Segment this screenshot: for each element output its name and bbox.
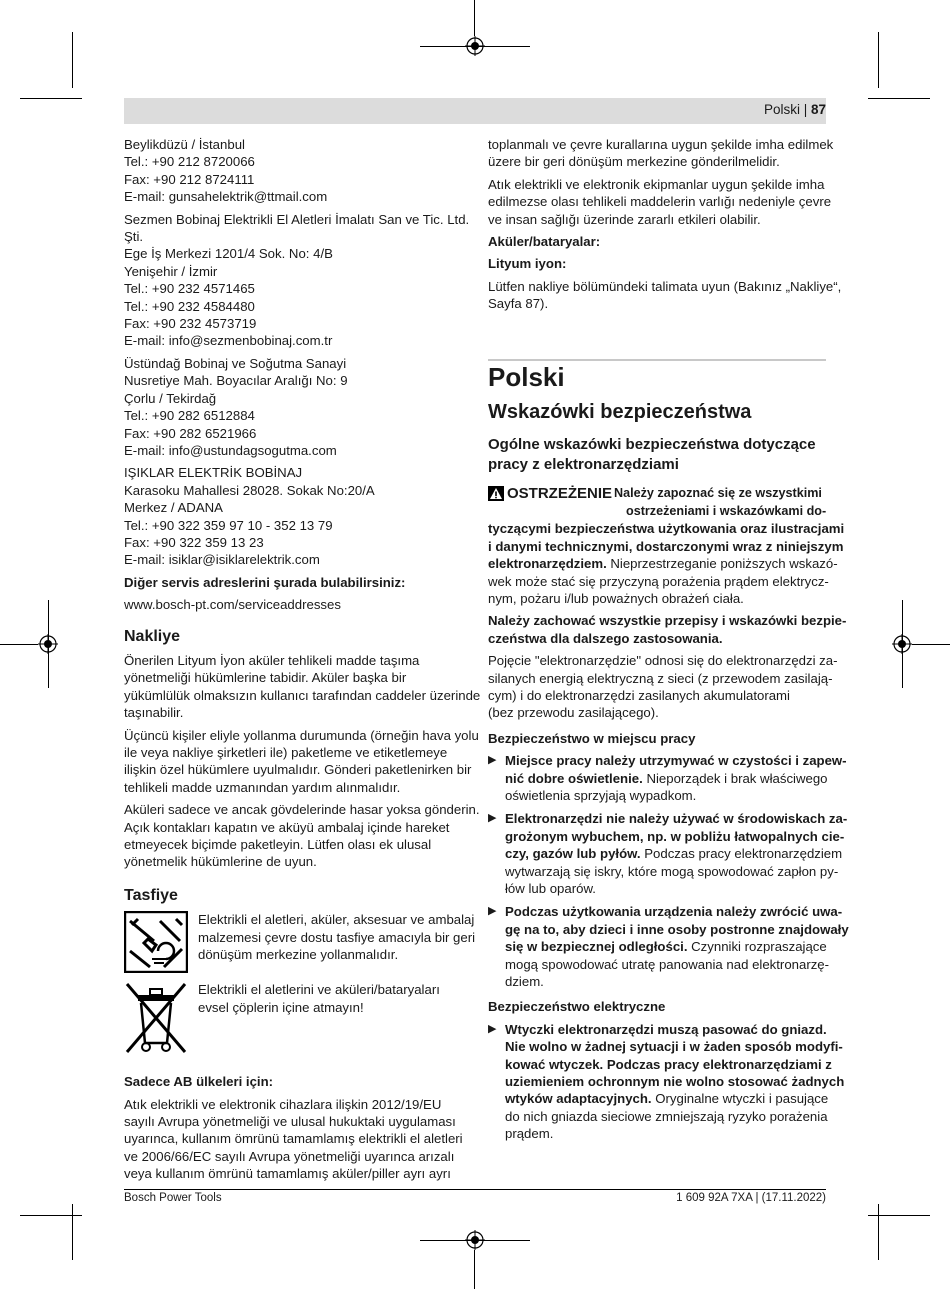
warning-continued [488,520,845,607]
registration-line [420,46,530,47]
crop-mark [878,1204,879,1260]
text-line: Üçüncü kişiler eliyle yollanma durumunda (örneğin hava yolu [124,727,479,743]
text-line: yönetmeliği hükümlerine tabidir. Aküler başka bir [124,670,407,686]
address-line: E-mail: gunsahelektrik@ttmail.com [124,189,328,205]
other-service-heading: Diğer servis adreslerini şurada bulabilirsiniz: [124,574,406,590]
nakliye-paragraph [124,652,481,722]
recycle-row [124,911,476,973]
text-line: łów lub oparów. [505,881,596,896]
lityum-heading: Lityum iyon: [488,256,567,272]
text-line: Aküleri sadece ve ancak gövdelerinde hasar yoksa gönderin. [124,802,480,818]
text-line: Należy zapoznać się ze wszystkimi [614,486,822,501]
text-line: tehlikeli madde uzmanından yardım alınmalıdır. [124,779,401,795]
address-block [124,464,464,568]
warning-label: OSTRZEŻENIE [507,485,613,503]
crop-mark [72,1204,73,1260]
text-line: czy, gazów lub pyłów. [505,846,641,862]
crop-mark [868,98,930,99]
text-line: uziemieniem ochronnym nie wolno stosować żadnych [505,1074,845,1090]
text-line: Elektrikli el aletlerini ve aküleri/bataryaları [198,982,440,998]
text-line: dziem. [505,974,544,990]
text-line: ostrzeżeniami i wskazówkami do- [626,503,827,518]
text-line: Podczas użytkowania urządzenia należy zwrócić uwa- [505,904,843,920]
bullet-triangle-icon: ▶ [488,1022,497,1035]
text-line: evsel çöplerin içine atmayın! [198,999,364,1015]
registration-line [902,600,903,688]
right-column [488,136,849,1149]
text-line: Nieporządek i brak właściwego [642,770,828,786]
crop-mark [72,32,73,88]
footer-brand: Bosch Power Tools [124,1192,222,1204]
nakliye-heading: Nakliye [124,627,181,645]
crop-mark [878,32,879,88]
text-line: elektronarzędziem. [488,556,607,572]
text-line: Miejsce pracy należy utrzymywać w czystości i zapew- [505,753,847,769]
address-line: E-mail: info@sezmenbobinaj.com.tr [124,333,333,349]
bullet-triangle-icon: ▶ [488,905,497,918]
address-block [124,136,464,206]
text-line: toplanmalı ve çevre kurallarına uygun şekilde imha edilmek [488,137,834,152]
keep-instructions [488,612,847,647]
left-column [124,136,481,1188]
text-line: mogą spowodować utratę panowania nad elektronarzę- [505,956,830,972]
text-line: ilişkin özel hükümlere uyulmalıdır. Gönderi paketlenirken bir [124,762,472,778]
text-line: Oryginalne wtyczki i pasujące [651,1091,829,1107]
text-line: Ogólne wskazówki bezpieczeństwa dotyczące [488,436,816,454]
registration-line [0,644,38,645]
text-line: ve insan sağlığı üzerinde zararlı etkileri olabilir. [488,211,761,227]
crop-mark [20,1215,82,1216]
text-paragraph [488,278,842,313]
address-line: Tel.: +90 232 4584480 [124,298,255,314]
address-line: Çorlu / Tekirdağ [124,390,217,406]
address-line: Merkez / ADANA [124,500,223,516]
warning-badge [488,485,612,502]
text-line: yükümlülük olmaksızın kullanıcı tarafından caddeler üzerinde [124,687,481,703]
text-line: dönüşüm merkezine yollanmalıdır. [198,947,399,963]
text-line: kować wtyczek. Podczas pracy elektronarzędziami z [505,1056,832,1072]
text-line: Czynniki rozpraszające [687,939,827,955]
registration-line [420,1240,530,1241]
text-line: silanych energią elektryczną z sieci (z przewodem zasilają- [488,670,833,686]
text-line: Nieprzestrzeganie poniższych wskazó- [606,556,838,572]
registration-line [474,0,475,36]
address-line: Fax: +90 212 8724111 [124,171,255,187]
address-line: Tel.: +90 212 8720066 [124,154,255,170]
text-line: pracy z elektronarzędziami [488,456,679,474]
address-line: E-mail: isiklar@isiklarelektrik.com [124,552,320,568]
text-line: veya kullanım ömrünü tamamlamış aküler/piller ayrı ayrı [124,1166,451,1182]
text-line: Açık kontakları kapatın ve aküyü ambalaj içinde hareket [124,819,450,835]
header-section: Polski [763,102,800,117]
address-block [124,211,470,350]
text-line: sayılı Avrupa yönetmeliği ve ulusal hukuktaki uygulaması [124,1114,456,1130]
address-line: Fax: +90 232 4573719 [124,316,257,332]
eu-paragraph [124,1096,464,1183]
bin-row [124,981,464,1055]
registration-line [474,1250,475,1289]
text-line: Nie wolno w żadnej sytuacji i w żaden sposób modyfi- [505,1039,843,1055]
address-line: Tel.: +90 322 359 97 10 - 352 13 79 [124,517,333,533]
text-line: Atık elektrikli ve elektronik cihazlara ilişkin 2012/19/EU [124,1096,442,1112]
text-line: taşınabilir. [124,705,184,721]
bullet-triangle-icon: ▶ [488,812,497,825]
service-url-link[interactable]: www.bosch-pt.com/serviceaddresses [124,597,341,613]
text-paragraph [488,176,832,228]
text-line: üzere bir geri dönüşüm merkezine gönderilmelidir. [488,154,780,170]
warning-triangle-icon [488,486,504,501]
crop-mark [868,1215,930,1216]
text-line: Lütfen nakliye bölümündeki talimata uyun (Bakınız „Nakliye“, [488,278,842,294]
text-line: nym, pożaru i/lub poważnych obrażeń ciała. [488,590,744,606]
address-line: Yenişehir / İzmir [124,263,218,279]
crop-mark [20,98,82,99]
address-line: Şti. [124,229,144,245]
text-line: czeństwa dla dalszego zastosowania. [488,630,723,646]
text-line: do nich gniazda sieciowe zmniejszają ryzyko porażenia [505,1108,828,1124]
address-line: Tel.: +90 282 6512884 [124,408,255,424]
address-line: IŞIKLAR ELEKTRİK BOBİNAJ [124,465,303,481]
text-paragraph [488,136,834,171]
text-line: ile veya nakliye şirketleri ile) paketleme ve etiketlemeye [124,745,448,760]
warning-text [614,485,826,520]
text-line: ve 2006/66/EC sayılı Avrupa yönetmeliği uyarınca arızalı [124,1148,455,1164]
nakliye-paragraph [124,727,479,797]
address-line: Fax: +90 322 359 13 23 [124,534,264,550]
warning-block [488,485,826,520]
text-line: i danymi technicznymi, dostarczonymi wraz z niniejszym [488,538,844,554]
address-line: Üstündağ Bobinaj ve Soğutma Sanayi [124,355,347,371]
text-line: Atık elektrikli ve elektronik ekipmanlar uygun şekilde imha [488,176,825,192]
electric-heading: Bezpieczeństwo elektryczne [488,999,666,1015]
text-line: wytwarzają się iskry, które mogą spowodować zapłon py- [505,863,839,879]
crossed-bin-icon [124,981,188,1055]
registration-line [48,600,49,688]
nakliye-paragraph [124,801,480,871]
header-page: 87 [810,102,826,117]
page-number: Polski | 87 [763,102,826,117]
text-line: Sayfa 87). [488,296,549,312]
text-line: się w bezpiecznej odległości. [505,939,688,955]
text-line: uyarınca, kullanım ömrünü tamamlamış elektrikli el aletleri [124,1131,463,1147]
text-line: wek może stać się przyczyną porażenia prądem elektrycz- [488,573,829,589]
list-item [488,903,849,990]
address-line: Tel.: +90 232 4571465 [124,281,255,297]
address-line: Ege İş Merkezi 1201/4 Sok. No: 4/B [124,246,333,262]
list-item [488,752,847,804]
text-line: Önerilen Lityum İyon aküler tehlikeli madde taşıma [124,652,420,668]
general-heading [488,435,826,475]
page-header [124,98,826,124]
address-line: Sezmen Bobinaj Elektrikli El Aletleri İmalatı San ve Tic. Ltd. [124,211,470,227]
text-line: Elektrikli el aletleri, aküler, aksesuar ve ambalaj [198,912,475,928]
text-line: tyczącymi bezpieczeństwa użytkowania oraz ilustracjami [488,521,845,537]
address-line: Nusretiye Mah. Boyacılar Aralığı No: 9 [124,373,348,389]
bullet-triangle-icon: ▶ [488,754,497,767]
list-item [488,810,848,897]
tasfiye-paragraph [198,911,475,973]
text-line: edilmezse olası tehlikeli maddelerin varlığı nedeniyle çevre [488,194,832,210]
text-line: cym) i do elektronarzędzi zasilanych akumulatorami [488,687,790,703]
polski-heading: Polski [488,361,565,392]
text-line: Należy zachować wszystkie przepisy i wskazówki bezpie- [488,613,847,629]
text-line: Wtyczki elektronarzędzi muszą pasować do gniazd. [505,1021,827,1037]
text-line: (bez przewodu zasilającego). [488,705,659,721]
registration-line [912,644,950,645]
text-line: Pojęcie "elektronarzędzie" odnosi się do elektronarzędzi za- [488,653,838,669]
text-line: oświetlenia sprzyjają wypadkom. [505,787,697,803]
akuler-heading: Aküler/bataryalar: [488,234,601,250]
address-line: E-mail: info@ustundagsogutma.com [124,442,337,458]
text-line: yönetmelik hükümlerine de uyun. [124,854,317,870]
address-line: Karasoku Mahallesi 28028. Sokak No:20/A [124,482,375,498]
text-line: Podczas pracy elektronarzędziem [640,846,843,862]
text-line: prądem. [505,1126,554,1142]
list-item [488,1021,845,1143]
text-line: Elektronarzędzi nie należy używać w środowiskach za- [505,811,848,827]
footer-divider [124,1189,826,1190]
address-line: Beylikdüzü / İstanbul [124,137,245,152]
address-line: Fax: +90 282 6521966 [124,425,257,441]
text-line: malzemesi çevre dostu tasfiye amacıyla bir geri [198,929,476,945]
workplace-heading: Bezpieczeństwo w miejscu pracy [488,730,696,746]
text-line: wtyków adaptacyjnych. [505,1091,652,1107]
section-divider [488,359,826,361]
safety-heading: Wskazówki bezpieczeństwa [488,401,752,424]
term-paragraph [488,652,838,722]
text-line: nić dobre oświetlenie. [505,770,643,786]
tasfiye-heading: Tasfiye [124,886,178,904]
address-block [124,355,464,459]
text-line: etmeyecek biçimde paketleyin. Lütfen olası ek ulusal [124,837,432,853]
text-line: gę na to, aby dzieci i inne osoby postronne znajdowały [505,921,849,937]
tasfiye-paragraph [198,981,440,1055]
eu-heading: Sadece AB ülkeleri için: [124,1074,274,1090]
text-line: grożonym wybuchem, np. w pobliżu łatwopalnych cie- [505,828,845,844]
recycling-tools-icon [124,911,188,973]
footer-doc-id: 1 609 92A 7XA | (17.11.2022) [676,1192,826,1204]
